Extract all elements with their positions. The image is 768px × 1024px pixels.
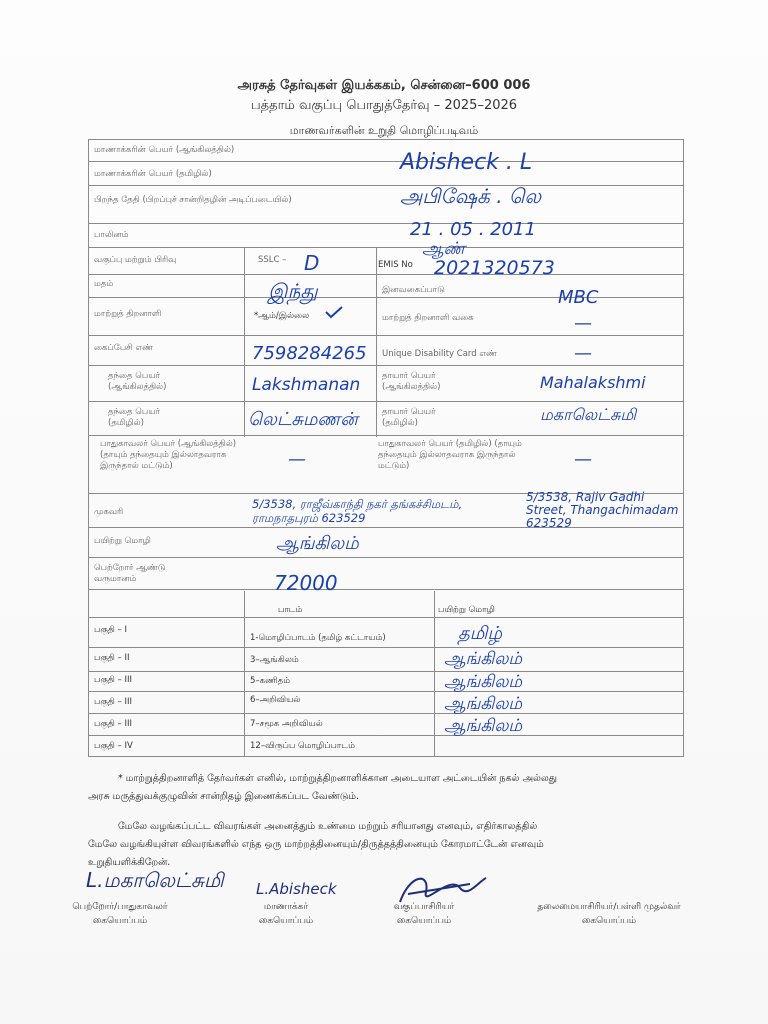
hm-label-line-1: தலைமையாசிரியர்/பள்ளி முதல்வர் [537, 902, 681, 912]
label-guardian-ta: பாதுகாவலர் பெயர் (தமிழில்) (தாயும் தந்தையும் இல்லாதவராக இருந்தால் மட்டும்) [378, 439, 522, 471]
value-community: MBC [558, 287, 599, 308]
subject-part: பகுதி – III [94, 719, 132, 729]
note-declaration-line-1: மேலே வழங்கப்பட்ட விவரங்கள் அனைத்தும் உண்மை மற்றும் சரியானது எனவும், எதிர்காலத்தில் [118, 821, 538, 832]
value-income: 72000 [274, 571, 338, 595]
note-da-line-1: * மாற்றுத்திறனாளித் தேர்வர்கள் எனில், மாற்றுத்திறனாளிக்கான அடையாள அட்டையின் நகல் அல்லது [118, 773, 558, 784]
subject-medium: தமிழ் [458, 623, 502, 644]
value-emis: 2021320573 [434, 257, 555, 279]
subject-name: 12–விருப்ப மொழிப்பாடம் [250, 741, 355, 751]
label-gender: பாலினம் [94, 230, 129, 240]
label-community: இனவகைப்பாடு [382, 285, 445, 295]
student-label-line-1: மாணாக்கர் [263, 902, 309, 912]
label-class-section: வகுப்பு மற்றும் பிரிவு [94, 255, 177, 265]
value-name-en: Abisheck . L [400, 150, 533, 175]
value-religion: இந்து [268, 279, 318, 303]
label-name-ta: மாணாக்கரின் பெயர் (தமிழில்) [94, 169, 212, 179]
form-table [88, 139, 684, 757]
value-mother-ta: மகாலெட்சுமி [540, 405, 637, 424]
label-emis: EMIS No [378, 260, 413, 270]
subject-medium: ஆங்கிலம் [444, 716, 523, 736]
hm-signature-label [514, 900, 704, 928]
subject-name: 1-மொழிப்பாடம் (தமிழ் கட்டாயம்) [250, 633, 386, 643]
subject-part: பகுதி – IV [94, 741, 133, 751]
label-income: பெற்றோர் ஆண்டு வருமானம் [94, 563, 166, 584]
student-signature-label [236, 900, 336, 928]
teacher-label-line-2: கையொப்பம் [396, 916, 452, 926]
value-mother-en: Mahalakshmi [540, 373, 646, 392]
subject-part: பகுதி – II [94, 653, 130, 663]
parent-label-line-2: கையொப்பம் [92, 916, 148, 926]
student-label-line-2: கையொப்பம் [258, 916, 314, 926]
teacher-signature-label [374, 900, 474, 928]
parent-signature-label [70, 900, 170, 928]
label-mother-en: தாயார் பெயர் (ஆங்கிலத்தில்) [382, 371, 441, 392]
note-da-line-2: அரசு மருத்துவக்குழுவின் சான்றிதழ் இணைக்கப்பட வேண்டும். [88, 791, 360, 802]
col-medium-header: பயிற்று மொழி [438, 605, 495, 615]
parent-signature: L.மகாலெட்சுமி [86, 868, 224, 892]
label-father-en: தந்தை பெயர் (ஆங்கிலத்தில்) [108, 371, 167, 392]
label-mother-ta: தாயார் பெயர் (தமிழில்) [382, 407, 436, 428]
label-da-category: மாற்றுத் திறனாளி வகை [382, 313, 474, 323]
subject-part: பகுதி – III [94, 697, 132, 707]
header-line-1: அரசுத் தேர்வுகள் இயக்ககம், சென்னை–600 006 [237, 78, 531, 93]
parent-label-line-1: பெற்றோர்/பாதுகாவலர் [72, 902, 168, 912]
note-declaration-line-2: மேலே வழங்கியுள்ள விவரங்களில் எந்த ஒரு மாற்றத்தினையும்/திருத்தத்தினையும் கோரமாட்டேன் எனவும் [88, 839, 544, 850]
subject-medium: ஆங்கிலம் [444, 672, 523, 692]
student-signature: L.Abisheck [256, 880, 337, 898]
label-address: முகவரி [94, 507, 124, 517]
value-udid: — [574, 343, 592, 364]
subject-part: பகுதி – III [94, 675, 132, 685]
label-differently-abled: மாற்றுத் திறனாளி [94, 309, 162, 319]
label-guardian-en: பாதுகாவலர் பெயர் (ஆங்கிலத்தில்)(தாயும் தந்தையும் இல்லாதவராக இருந்தால் மட்டும்) [100, 439, 237, 471]
value-guardian-en: — [288, 449, 306, 470]
subject-medium: ஆங்கிலம் [444, 694, 523, 714]
label-name-en: மாணாக்கரின் பெயர் (ஆங்கிலத்தில்) [94, 145, 235, 155]
value-address-en: 5/3538, Rajiv Gadhi Street, Thangachimadam 623529 [526, 490, 679, 530]
value-gender: ஆண் [422, 239, 466, 259]
label-medium: பயிற்று மொழி [94, 536, 151, 546]
subject-name: 6–அறிவியல் [250, 695, 301, 705]
value-name-ta: அபிஷேக் . லெ [400, 184, 542, 208]
header-line-3: மாணவர்களின் உறுதி மொழிப்படிவம் [289, 124, 479, 137]
value-medium: ஆங்கிலம் [276, 533, 359, 554]
col-subject-header: பாடம் [278, 605, 303, 615]
value-da-category: — [574, 313, 592, 334]
subject-part: பகுதி – I [94, 625, 127, 635]
hm-label-line-2: கையொப்பம் [581, 916, 637, 926]
label-dob: பிறந்த தேதி (பிறப்புச் சான்றிதழின் அடிப்படையில்) [94, 195, 292, 205]
value-address-ta: 5/3538, ராஜீவ்காந்தி நகர் தங்கச்சிமடம், ராமநாதபுரம் 623529 [252, 497, 463, 525]
value-section: D [304, 251, 320, 275]
value-dob: 21 . 05 . 2011 [410, 219, 536, 240]
value-father-ta: லெட்சுமணன் [248, 409, 358, 430]
header-line-2: பத்தாம் வகுப்பு பொதுத்தேர்வு – 2025–2026 [250, 98, 518, 113]
subject-name: 3–ஆங்கிலம் [250, 655, 299, 665]
subject-medium: ஆங்கிலம் [444, 649, 523, 669]
subject-name: 7–சமூக அறிவியல் [250, 719, 323, 729]
checkmark-icon [324, 305, 344, 319]
subject-name: 5–கணிதம் [250, 676, 291, 686]
teacher-label-line-1: வகுப்பாசிரியர் [393, 902, 455, 912]
value-father-en: Lakshmanan [252, 375, 361, 395]
label-udid: Unique Disability Card எண் [382, 349, 497, 359]
value-mobile: 7598284265 [252, 343, 367, 364]
label-sslc: SSLC – [258, 255, 287, 265]
label-yes-no: *ஆம்/இல்லை [254, 311, 310, 321]
note-declaration-line-3: உறுதியளிக்கிறேன். [88, 857, 171, 868]
label-mobile: கைப்பேசி எண் [94, 343, 153, 353]
label-religion: மதம் [94, 279, 114, 289]
label-father-ta: தந்தை பெயர் (தமிழில்) [108, 407, 160, 428]
value-guardian-ta: — [574, 449, 592, 470]
